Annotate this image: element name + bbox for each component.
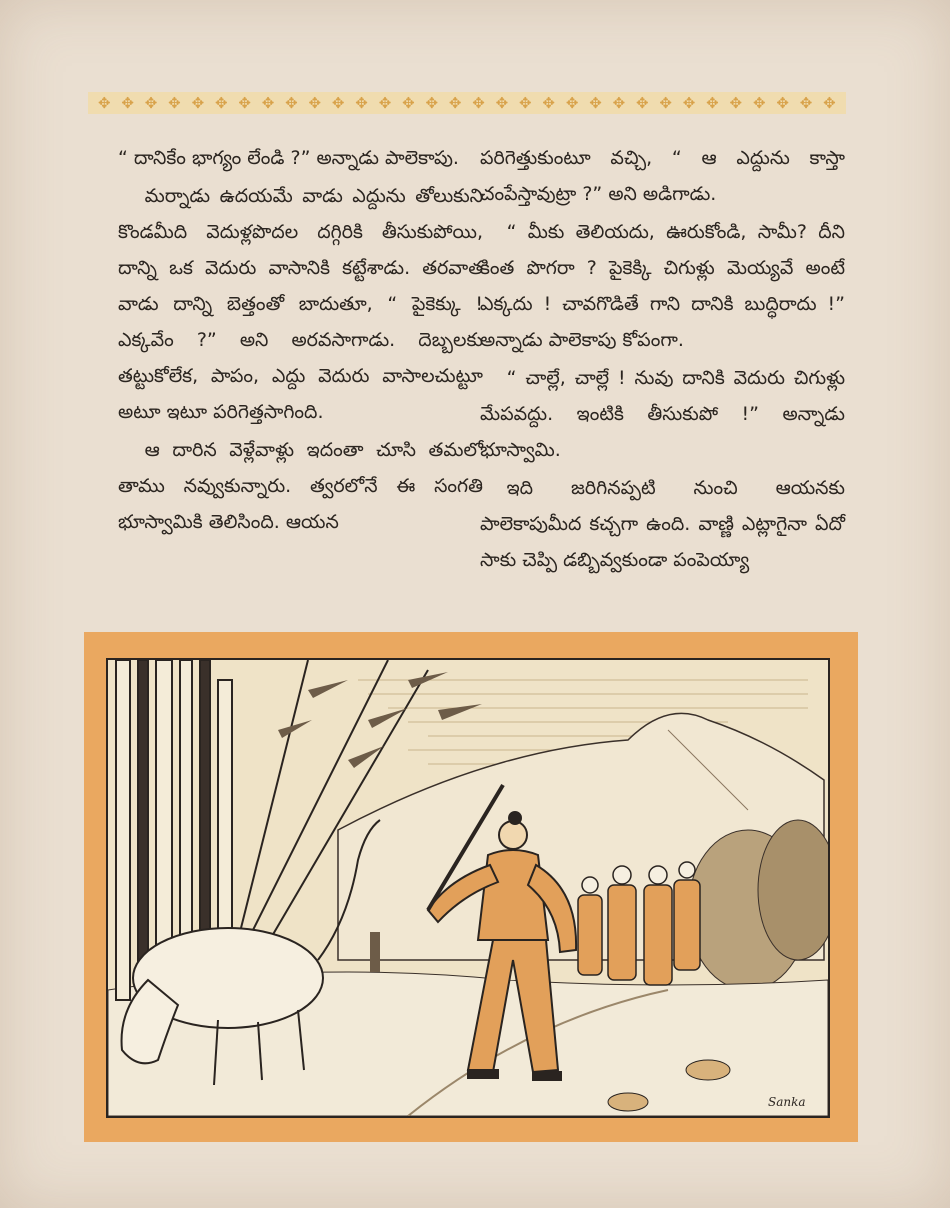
illustration [106,658,830,1118]
ornament-icon: ✥ [659,94,672,112]
ornament-icon: ✥ [98,94,111,112]
ornament-icon: ✥ [823,94,836,112]
ornament-icon: ✥ [191,94,205,112]
ornament-icon: ✥ [355,94,368,112]
paragraph: “ దానికేం భాగ్యం లేండి ?” అన్నాడు పాలెకాపు. [118,147,459,169]
ornament-icon: ✥ [565,94,579,112]
paragraph: “ మీకు తెలియదు, ఊరుకోండి, సామీ? దీని కింత పొగరా ? పైకెక్కి చిగుళ్లు మెయ్యవే అంటే ఎక్కదు ! చావగొడితే గాని దానికి బుద్ధిరాదు !” అన్నాడు పాలెకాపు కోపంగా. [480,221,845,351]
ornament-icon: ✥ [542,94,555,112]
ornament-icon: ✥ [635,94,649,112]
ornament-icon: ✥ [402,94,415,112]
ornament-icon: ✥ [495,94,509,112]
ornament-icon: ✥ [425,94,439,112]
ornament-icon: ✥ [612,94,626,112]
paragraph: ఇది జరిగినప్పటి నుంచి ఆయనకు పాలెకాపుమీద కచ్చగా ఉంది. వాణ్ణి ఎట్లాగైనా ఏదో సాకు చెప్పి డబ్బివ్వకుండా పంపెయ్యా [480,477,845,571]
paragraph: ఆ దారిన వెళ్లేవాళ్లు ఇదంతా చూసి తమలో తాము నవ్వుకున్నారు. త్వరలోనే ఈ సంగతి భూస్వామికి తెలిసింది. ఆయన [118,439,483,533]
left-text-column [118,140,483,542]
ornament-icon: ✥ [729,94,743,112]
ornament-icon: ✥ [752,94,766,112]
ornament-icon: ✥ [519,94,532,112]
ornament-icon: ✥ [121,94,134,112]
paragraph: మర్నాడు ఉదయమే వాడు ఎద్దును తోలుకుని కొండమీది వెదుళ్లపొదల దగ్గిరికి తీసుకుపోయి, దాన్ని ఒక వెదురు వాసానికి కట్టేశాడు. తరవాత వాడు దాన్ని బెత్తంతో బాదుతూ, “ పైకెక్కు ! ఎక్కవేం ?” అని అరవసాగాడు. దెబ్బలకు తట్టుకోలేక, పాపం, ఎద్దు వెదురు వాసాలచుట్టూ అటూ ఇటూ పరిగెత్తసాగింది. [118,185,483,423]
ornament-icon: ✥ [214,94,228,112]
ornament-icon: ✥ [378,94,392,112]
ornament-icon: ✥ [285,94,298,112]
ornament-icon: ✥ [331,94,345,112]
ornament-icon: ✥ [144,94,158,112]
rock [608,1093,648,1111]
ornament-icon: ✥ [308,94,322,112]
illustration-drawing [108,660,828,1116]
decorative-border [88,92,846,114]
paragraph: పరిగెత్తుకుంటూ వచ్చి, “ ఆ ఎద్దును కాస్తా చంపేస్తావుట్రా ?” అని అడిగాడు. [480,147,845,205]
ornament-icon: ✥ [682,94,696,112]
ornament-icon: ✥ [448,94,462,112]
ornament-icon: ✥ [168,94,181,112]
artist-signature: Sanka [768,1095,806,1109]
ornament-icon: ✥ [589,94,602,112]
paragraph: “ చాల్లే, చాల్లే ! నువు దానికి వెదురు చిగుళ్లు మేపవద్దు. ఇంటికి తీసుకుపో !” అన్నాడు భూస్వామి. [480,367,845,461]
ornament-icon: ✥ [261,94,275,112]
ornament-icon: ✥ [776,94,789,112]
ornament-icon: ✥ [799,94,813,112]
fence-post [370,932,380,972]
ornament-icon: ✥ [472,94,485,112]
right-text-column [480,140,845,580]
rock [686,1060,730,1080]
ornament-icon: ✥ [238,94,251,112]
ornament-icon: ✥ [706,94,719,112]
